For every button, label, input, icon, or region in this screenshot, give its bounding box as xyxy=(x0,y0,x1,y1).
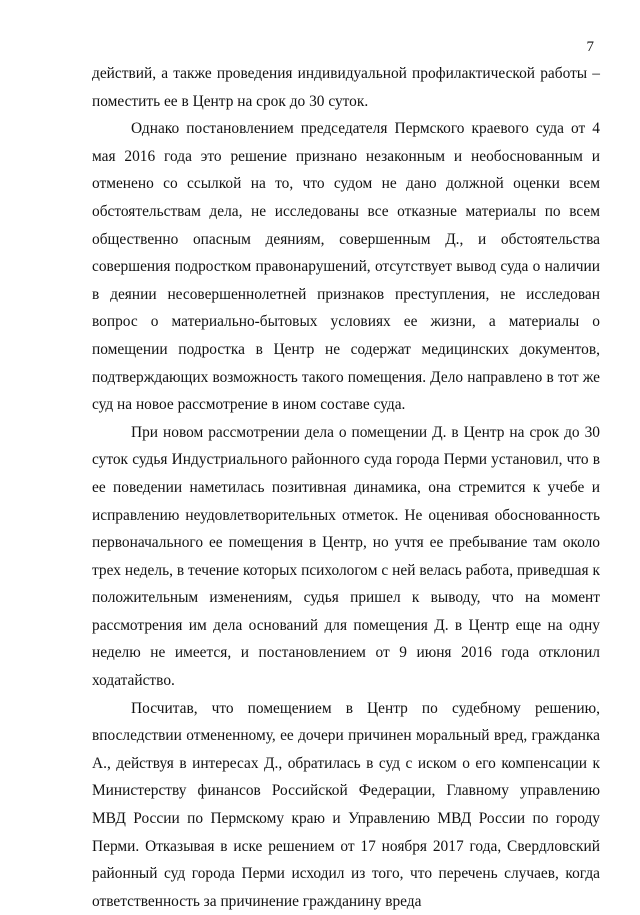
paragraph-claim: Посчитав, что помещением в Центр по судебному решению, впоследствии отмененному, ее дочери причинен моральный вред, гражданка А., действуя в интересах Д., обратилась в суд с иском о его компенсации к Министерству финансов Российской Федерации, Главному управлению МВД России по Пермскому краю и Управлению МВД России по городу Перми. Отказывая в иске решением от 17 ноября 2017 года, Свердловский районный суд города Перми исходил из того, что перечень случаев, когда ответственность за причинение гражданину вреда xyxy=(92,699,600,910)
paragraph-continuation: действий, а также проведения индивидуальной профилактической работы – поместить ее в Центр на срок до 30 суток. xyxy=(92,65,600,110)
page-number: 7 xyxy=(586,39,594,55)
paragraph-appeal-ruling: Однако постановлением председателя Пермского краевого суда от 4 мая 2016 года это решение признано незаконным и необоснованным и отменено со ссылкой на то, что судом не дано должной оценки всем обстоятельствам дела, не исследованы все отказные материалы по всем общественно опасным деяниям, совершенным Д., и обстоятельства совершения подростком правонарушений, отсутствует вывод суда о наличии в деянии несовершеннолетней признаков преступления, не исследован вопрос о материально-бытовых условиях ее жизни, а материалы о помещении подростка в Центр не содержат медицинских документов, подтверждающих возможность такого помещения. Дело направлено в тот же суд на новое рассмотрение в ином составе суда. xyxy=(92,120,600,414)
paragraph-retrial: При новом рассмотрении дела о помещении Д. в Центр на срок до 30 суток судья Индустриального районного суда города Перми установил, что в ее поведении наметилась позитивная динамика, она стремится к учебе и исправлению неудовлетворительных отметок. Не оценивая обоснованность первоначального ее помещения в Центр, но учтя ее пребывание там около трех недель, в течение которых психологом с ней велась работа, приведшая к положительным изменениям, судья пришел к выводу, что на момент рассмотрения им дела оснований для помещения Д. в Центр еще на одну неделю не имеется, и постановлением от 9 июня 2016 года отклонил ходатайство. xyxy=(92,423,600,690)
document-body xyxy=(92,60,600,915)
